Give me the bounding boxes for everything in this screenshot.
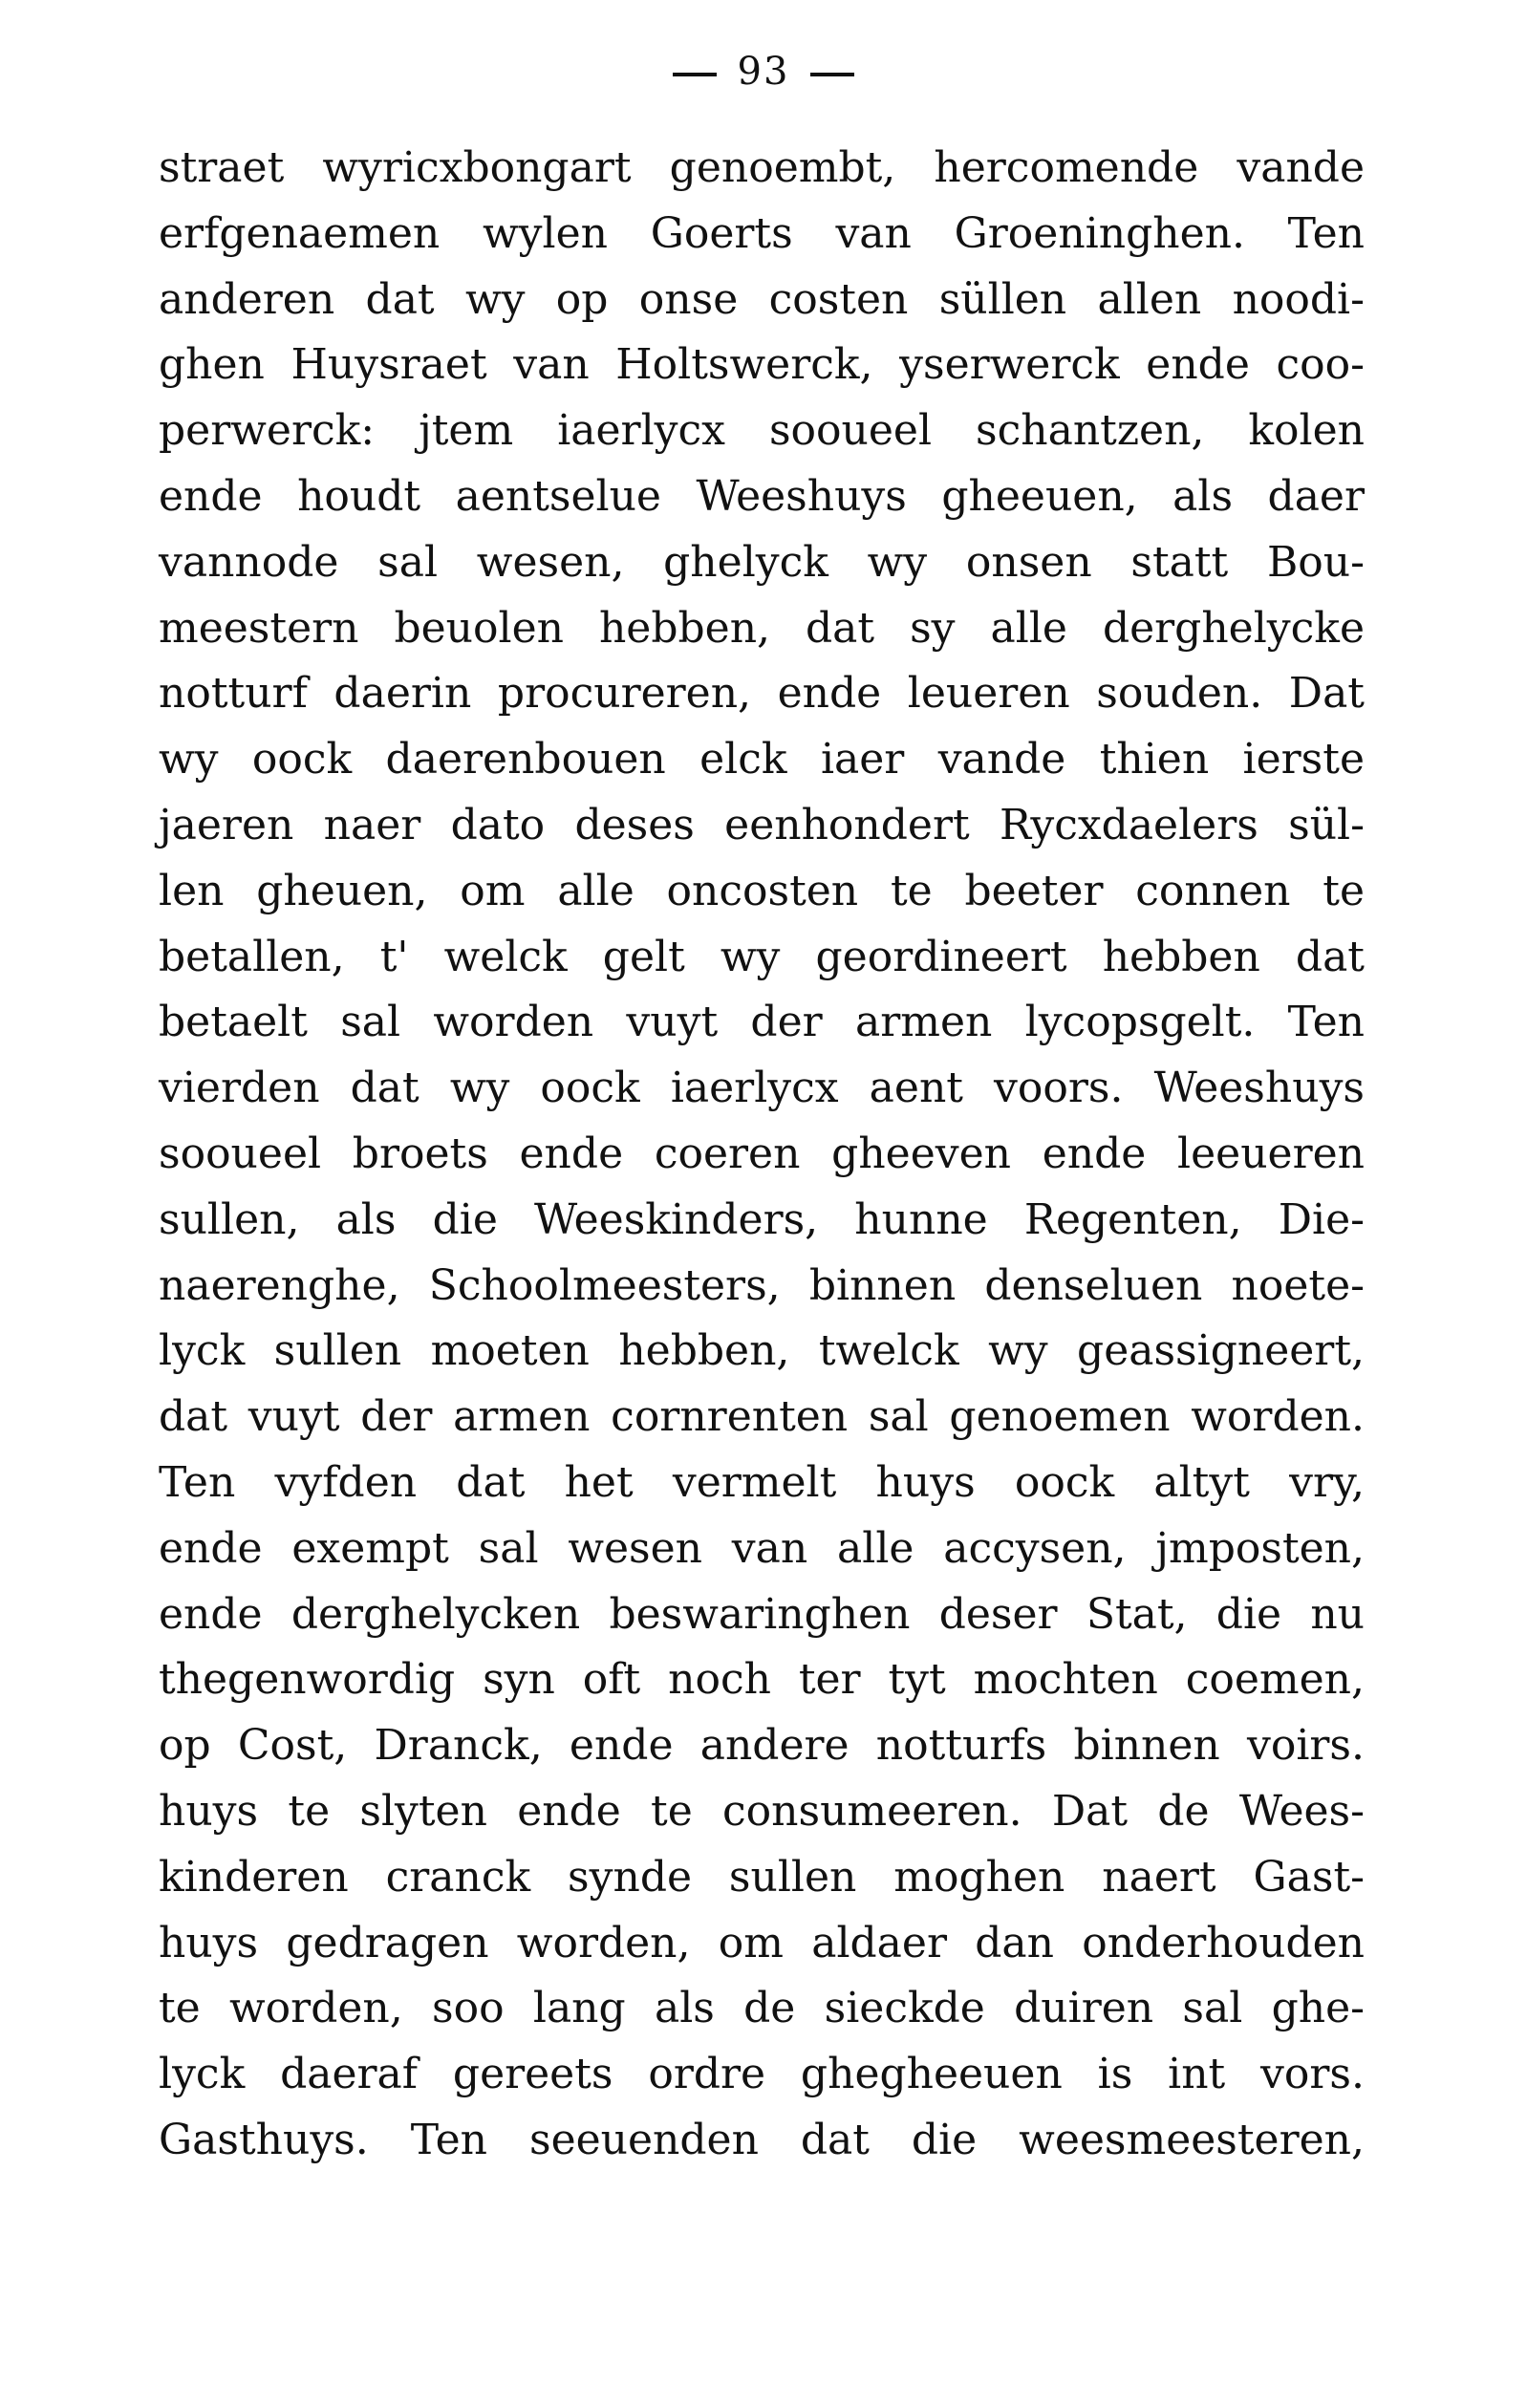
text-line: notturf daerin procureren, ende leueren souden. Dat xyxy=(159,669,1365,719)
text-line: meestern beuolen hebben, dat sy alle derghelycke xyxy=(159,603,1365,653)
header-dash-right xyxy=(810,73,854,76)
text-line: ende derghelycken beswaringhen deser Stat, die nu xyxy=(159,1589,1365,1639)
page-header xyxy=(0,50,1527,94)
text-line: vierden dat wy oock iaerlycx aent voors. Weeshuys xyxy=(159,1064,1365,1113)
text-line: huys gedragen worden, om aldaer dan onderhouden xyxy=(159,1918,1365,1967)
text-line: kinderen cranck synde sullen moghen naert Gast- xyxy=(159,1852,1365,1902)
text-line: ende houdt aentselue Weeshuys gheeuen, als daer xyxy=(159,471,1365,521)
text-line: jaeren naer dato deses eenhondert Rycxdaelers sül- xyxy=(159,800,1365,849)
text-line: lyck sullen moeten hebben, twelck wy geassigneert, xyxy=(159,1326,1365,1376)
text-line: dat vuyt der armen cornrenten sal genoemen worden. xyxy=(159,1392,1365,1442)
text-line: sullen, als die Weeskinders, hunne Regenten, Die- xyxy=(159,1194,1365,1244)
text-line: len gheuen, om alle oncosten te beeter connen te xyxy=(159,866,1365,915)
text-line: te worden, soo lang als de sieckde duiren sal ghe- xyxy=(159,1984,1365,2033)
text-line: naerenghe, Schoolmeesters, binnen denseluen noete- xyxy=(159,1260,1365,1310)
text-line: ghen Huysraet van Holtswerck, yserwerck ende coo- xyxy=(159,340,1365,390)
text-line: Gasthuys. Ten seeuenden dat die weesmeesteren, xyxy=(159,2115,1365,2164)
text-line: huys te slyten ende te consumeeren. Dat de Wees- xyxy=(159,1786,1365,1836)
page-number: 93 xyxy=(737,50,790,94)
text-line: ende exempt sal wesen van alle accysen, jmposten, xyxy=(159,1523,1365,1573)
text-line: thegenwordig syn oft noch ter tyt mochten coemen, xyxy=(159,1655,1365,1705)
text-line: straet wyricxbongart genoembt, hercomende vande xyxy=(159,143,1365,192)
header-dash-left xyxy=(673,73,717,76)
text-line: vannode sal wesen, ghelyck wy onsen statt Bou- xyxy=(159,537,1365,587)
text-line: anderen dat wy op onse costen süllen allen noodi- xyxy=(159,274,1365,324)
text-line: perwerck: jtem iaerlycx sooueel schantzen, kolen xyxy=(159,406,1365,456)
body-text xyxy=(159,136,1365,2174)
text-line: erfgenaemen wylen Goerts van Groeninghen. Ten xyxy=(159,208,1365,258)
text-line: sooueel broets ende coeren gheeven ende leeueren xyxy=(159,1129,1365,1178)
text-line: op Cost, Dranck, ende andere notturfs binnen voirs. xyxy=(159,1721,1365,1771)
text-line: betaelt sal worden vuyt der armen lycopsgelt. Ten xyxy=(159,998,1365,1047)
text-line: Ten vyfden dat het vermelt huys oock altyt vry, xyxy=(159,1457,1365,1507)
text-line: wy oock daerenbouen elck iaer vande thien ierste xyxy=(159,735,1365,785)
text-line: lyck daeraf gereets ordre ghegheeuen is int vors. xyxy=(159,2050,1365,2099)
text-line: betallen, t' welck gelt wy geordineert hebben dat xyxy=(159,932,1365,981)
